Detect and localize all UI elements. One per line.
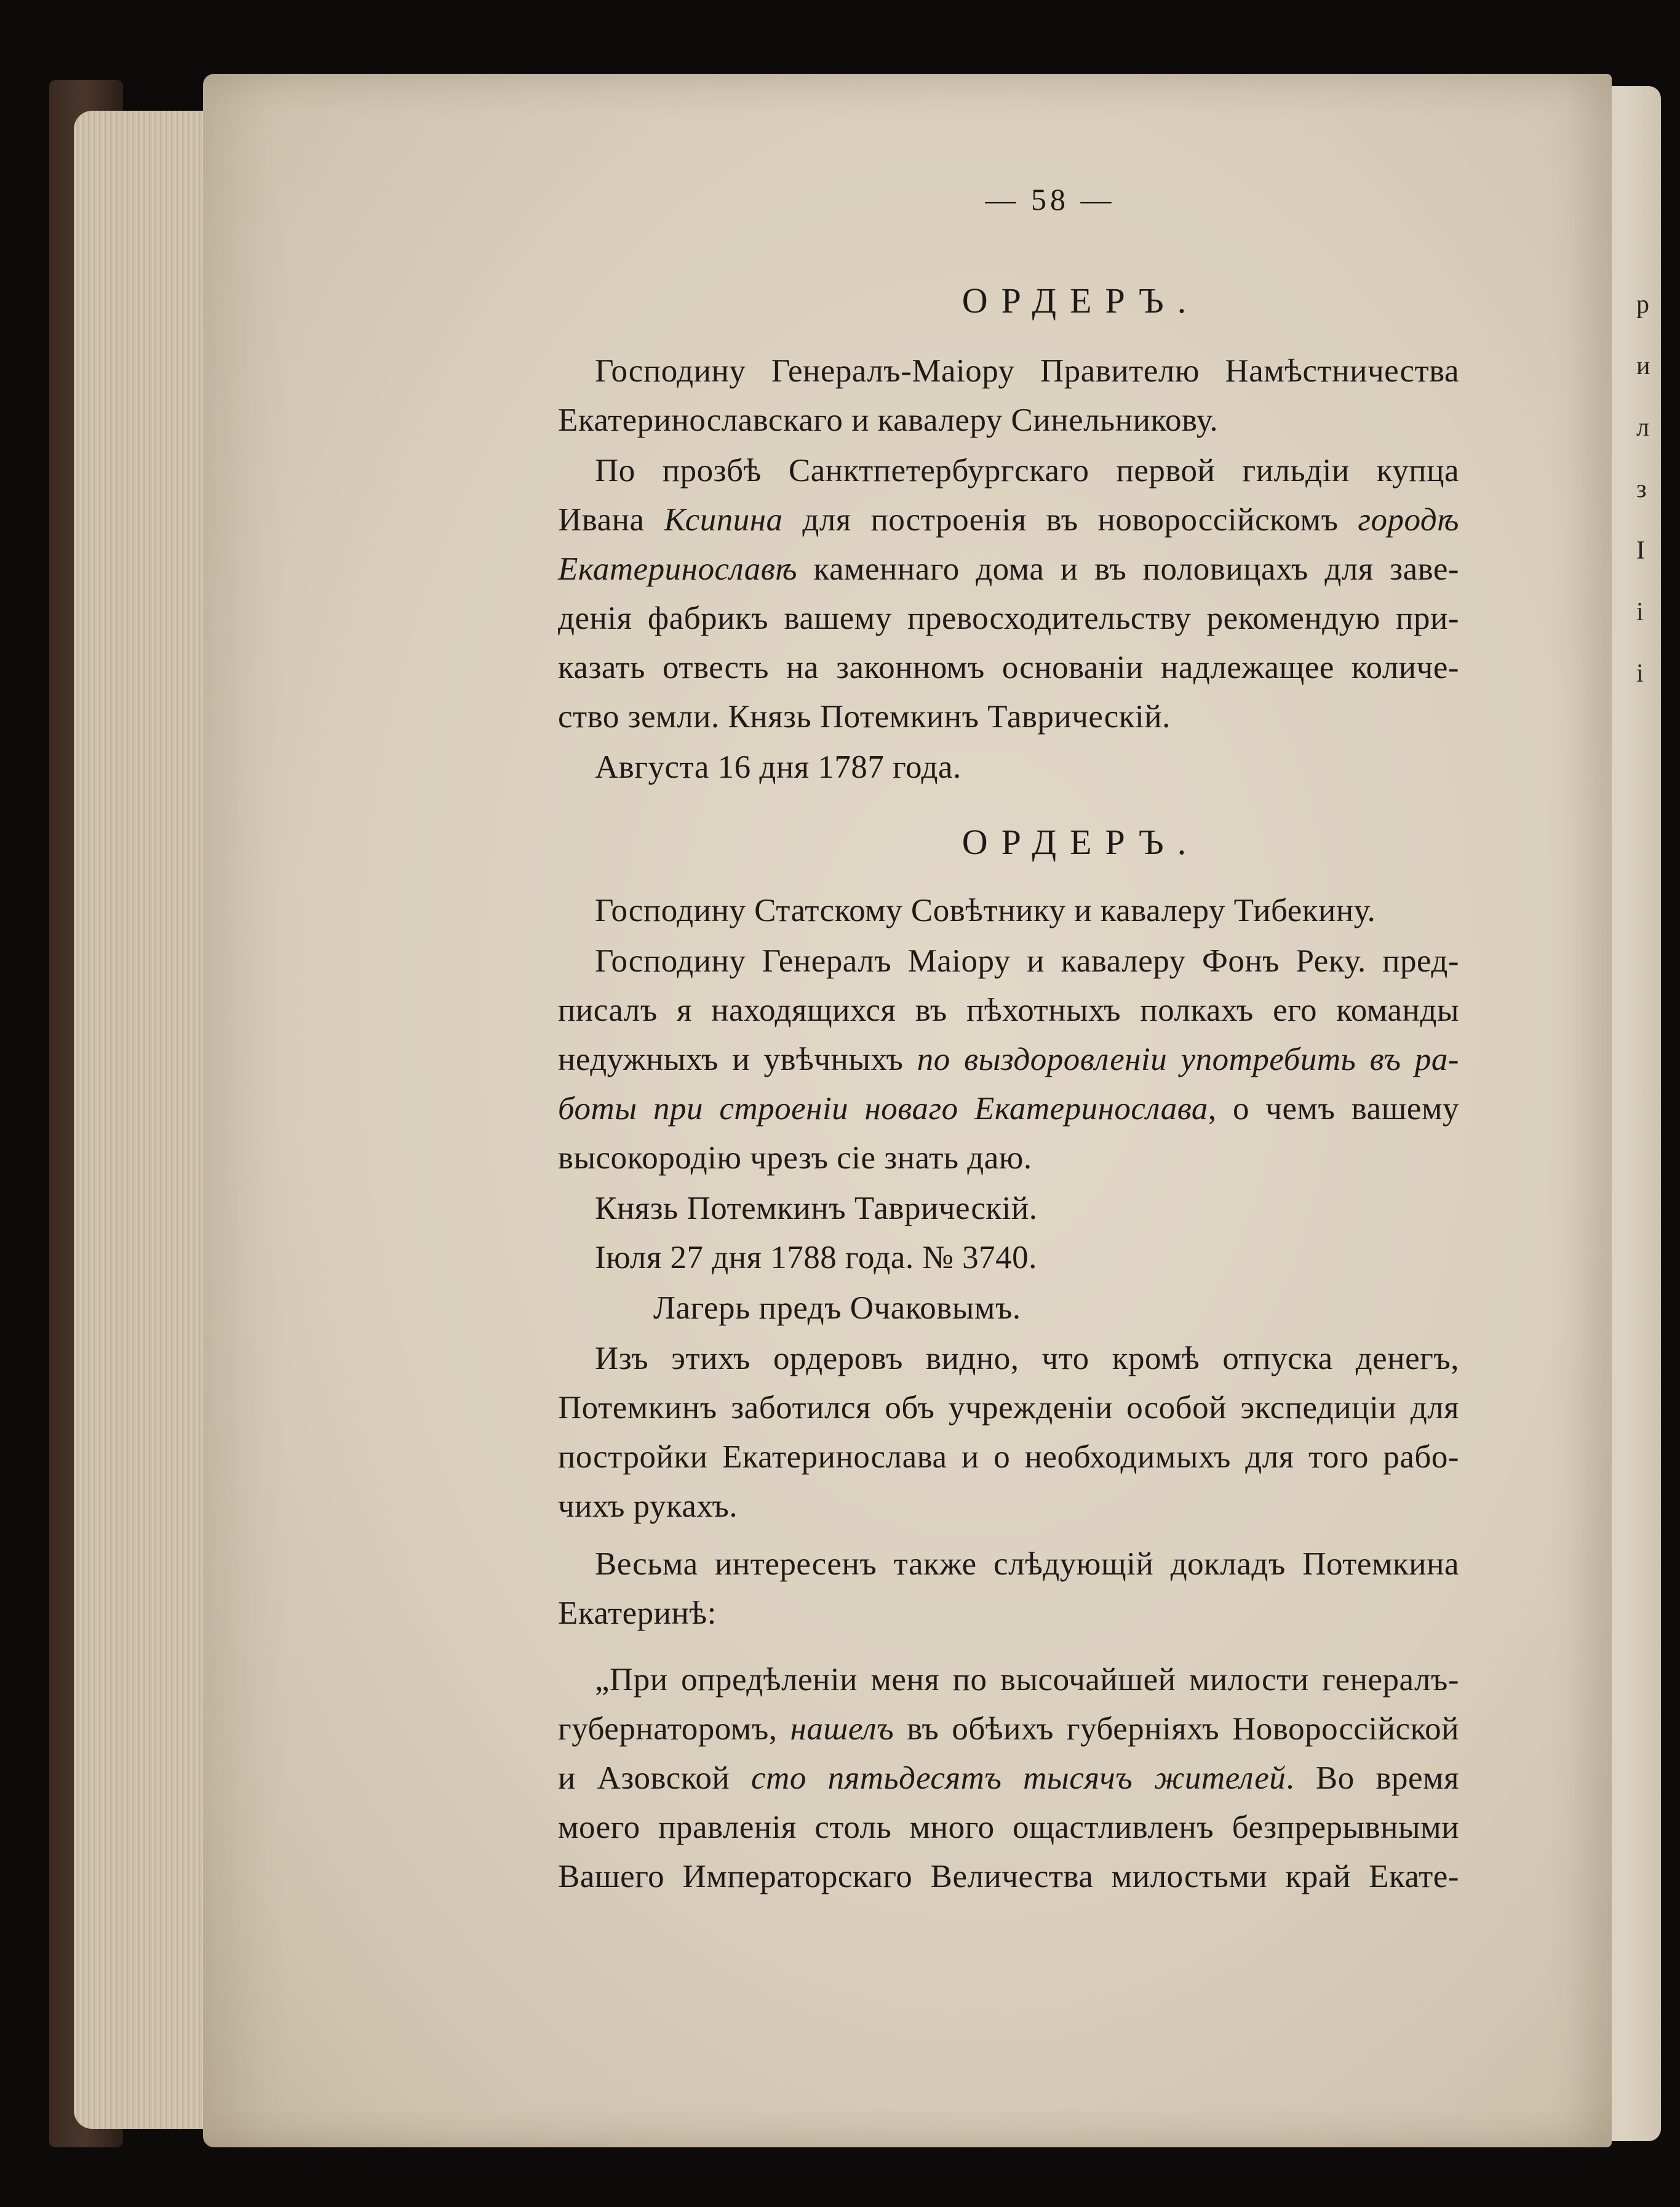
quote-line: „При опредѣленіи меня по высочайшей милости генералъ- — [595, 1662, 1459, 1698]
quote-line: Вашего Императорскаго Величества милостьми край Екате- — [558, 1859, 1459, 1894]
quote-line: моего правленія столь много ощастливленъ безпрерывными — [558, 1810, 1459, 1845]
order-1-body-line: По прозбѣ Санктпетербургскаго первой гильдіи купца — [595, 453, 1459, 489]
page-number: — 58 — — [985, 182, 1115, 217]
text-run: , о чемъ вашему — [1208, 1091, 1459, 1127]
facing-letter: і — [1636, 660, 1644, 688]
order-2-body-line: писалъ я находящихся въ пѣхотныхъ полкахъ его команды — [558, 992, 1459, 1028]
paragraph-1-line: чихъ рукахъ. — [558, 1488, 738, 1524]
italic-phrase: боты при строеніи новаго Екатеринослава — [558, 1091, 1208, 1127]
order-1-body-line: ство земли. Князь Потемкинъ Таврическій. — [558, 699, 1171, 735]
order-2-date: Іюля 27 дня 1788 года. № 3740. — [595, 1240, 1037, 1275]
italic-place: городѣ — [1358, 502, 1459, 538]
order-1-body-line — [558, 498, 1459, 541]
text-run: недужныхъ и увѣчныхъ — [558, 1042, 917, 1077]
text-run: Ивана — [558, 502, 664, 538]
italic-phrase: сто пятьдесятъ тысячъ жителей — [751, 1760, 1286, 1796]
order-1-body-line: казать отвесть на законномъ основаніи надлежащее количе- — [558, 650, 1459, 685]
order-1-date: Августа 16 дня 1787 года. — [595, 749, 961, 785]
order-2-body-line: Господину Генералъ Маіору и кавалеру Фонъ Реку. пред- — [595, 943, 1459, 979]
text-run: каменнаго дома и въ половицахъ для заве- — [797, 551, 1459, 587]
paragraph-1-line: Потемкинъ заботился объ учрежденіи особой экспедиціи для — [558, 1390, 1459, 1426]
paragraph-1-line: Изъ этихъ ордеровъ видно, что кромѣ отпуска денегъ, — [595, 1341, 1459, 1376]
text-run: и Азовской — [558, 1760, 752, 1796]
order-2-place: Лагерь предъ Очаковымъ. — [653, 1290, 1021, 1326]
text-run: въ обѣихъ губерніяхъ Новороссійской — [894, 1711, 1459, 1747]
quote-line — [558, 1757, 1459, 1800]
text-run: . Во время — [1286, 1760, 1459, 1796]
text-run: для построенія въ новороссійскомъ — [782, 502, 1358, 538]
order-2-title: ОРДЕРЪ. — [961, 822, 1200, 862]
order-1-title: ОРДЕРЪ. — [961, 281, 1200, 321]
italic-name: Ксипина — [664, 502, 783, 538]
order-1-addressee-line: Господину Генералъ-Маіору Правителю Намѣстничества — [595, 353, 1459, 389]
facing-letter: и — [1636, 352, 1650, 380]
order-2-body-line: высокородію чрезъ сіе знать даю. — [558, 1140, 1032, 1176]
paragraph-1-line: постройки Екатеринослава и о необходимыхъ для того рабо- — [558, 1439, 1459, 1475]
quote-line — [558, 1707, 1459, 1750]
paragraph-2-line: Весьма интересенъ также слѣдующій докладъ Потемкина — [595, 1546, 1459, 1582]
facing-page-fragment — [1636, 274, 1673, 704]
order-1-body-line: денія фабрикъ вашему превосходительству рекомендую при- — [558, 601, 1459, 636]
order-1-addressee-line: Екатеринославскаго и кавалеру Синельникову. — [558, 402, 1219, 438]
order-1-body-line — [558, 548, 1459, 591]
facing-letter: і — [1636, 598, 1644, 626]
facing-letter: р — [1636, 290, 1649, 319]
italic-place: Екатеринославѣ — [558, 551, 798, 587]
italic-word: нашелъ — [790, 1711, 894, 1747]
order-2-body-line — [558, 1087, 1459, 1130]
facing-letter: I — [1636, 537, 1645, 565]
facing-letter: з — [1636, 475, 1647, 503]
order-2-body-line — [558, 1038, 1459, 1081]
order-2-addressee: Господину Статскому Совѣтнику и кавалеру Тибекину. — [595, 893, 1376, 928]
text-run: губернаторомъ, — [558, 1711, 790, 1747]
paragraph-2-line: Екатеринѣ: — [558, 1595, 717, 1631]
facing-letter: л — [1636, 413, 1649, 442]
order-2-signature: Князь Потемкинъ Таврическій. — [595, 1191, 1038, 1226]
italic-phrase: по выздоровленіи употребить въ ра- — [917, 1042, 1459, 1077]
